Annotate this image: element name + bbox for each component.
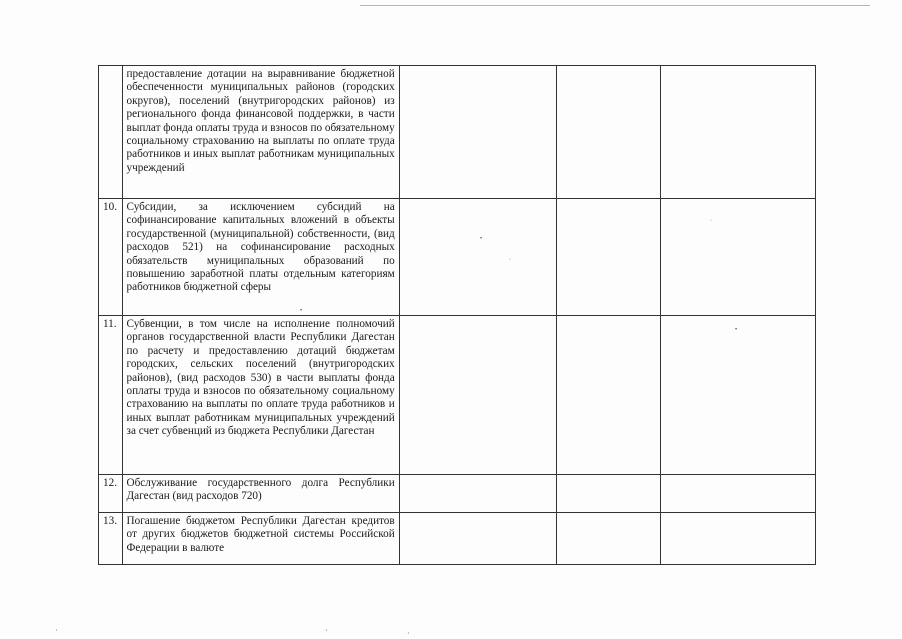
scan-speck: · bbox=[710, 218, 712, 224]
row-number: 11. bbox=[99, 316, 123, 475]
scan-speck: · bbox=[509, 257, 511, 263]
row-description-text: предоставление дотации на выравнивание бюджетной обеспеченности муниципальных районов (городских округов), поселений (внутригородских районов) из регионального фонда финансовой поддержки, в части выплат фонда оплаты труда и взносов по обязательному социальному страхованию на выплаты по оплате труда работников и иных выплат работникам муниципальных учреждений bbox=[126, 68, 395, 174]
row-description bbox=[122, 66, 399, 199]
row-value-a bbox=[399, 475, 556, 513]
row-value-a bbox=[399, 199, 556, 316]
row-value-b bbox=[556, 475, 660, 513]
row-value-b bbox=[556, 199, 660, 316]
row-description-text: Субсидии, за исключением субсидий на софинансирование капитальных вложений в объекты государственной (муниципальной) собственности, (вид расходов 521) на софинансирование расходных обязательств муниципальных образований по повышению заработной платы отдельным категориям работников бюджетной сферы bbox=[126, 201, 395, 294]
row-value-b bbox=[556, 66, 660, 199]
row-description-text: Погашение бюджетом Республики Дагестан кредитов от других бюджетов бюджетной системы Российской Федерации в валюте bbox=[126, 515, 395, 554]
scan-speck: • bbox=[300, 308, 303, 314]
table-row bbox=[99, 316, 816, 475]
table-row bbox=[99, 199, 816, 316]
row-value-c bbox=[660, 513, 815, 565]
budget-table bbox=[98, 65, 816, 565]
row-value-a bbox=[399, 513, 556, 565]
row-value-c bbox=[660, 199, 815, 316]
row-value-b bbox=[556, 513, 660, 565]
table-row bbox=[99, 66, 816, 199]
scan-speck: • bbox=[480, 236, 483, 242]
row-value-a bbox=[399, 316, 556, 475]
row-description-text: Обслуживание государственного долга Республики Дагестан (вид расходов 720) bbox=[126, 477, 395, 503]
scan-speck: · bbox=[407, 629, 410, 638]
table-row bbox=[99, 513, 816, 565]
scan-artifact-line bbox=[360, 5, 870, 6]
row-description bbox=[122, 513, 399, 565]
row-value-c bbox=[660, 66, 815, 199]
scan-speck: • bbox=[735, 327, 738, 333]
row-description bbox=[122, 475, 399, 513]
row-number bbox=[99, 66, 123, 199]
row-number: 10. bbox=[99, 199, 123, 316]
row-number: 12. bbox=[99, 475, 123, 513]
row-value-c bbox=[660, 316, 815, 475]
row-description bbox=[122, 316, 399, 475]
row-value-a bbox=[399, 66, 556, 199]
table-row bbox=[99, 475, 816, 513]
row-number: 13. bbox=[99, 513, 123, 565]
scan-speck: · bbox=[55, 626, 58, 635]
row-description bbox=[122, 199, 399, 316]
row-value-c bbox=[660, 475, 815, 513]
row-description-text: Субвенции, в том числе на исполнение полномочий органов государственной власти Республики Дагестан по расчету и предоставлению дотаций бюджетам городских, сельских поселений (внутригородских районов), (вид расходов 530) в части выплаты фонда оплаты труда и взносов по обязательному социальному страхованию на выплаты по оплате труда работников и иных выплат работникам муниципальных учреждений за счет субвенций из бюджета Республики Дагестан bbox=[126, 318, 395, 438]
row-value-b bbox=[556, 316, 660, 475]
scan-speck: · bbox=[325, 626, 328, 635]
